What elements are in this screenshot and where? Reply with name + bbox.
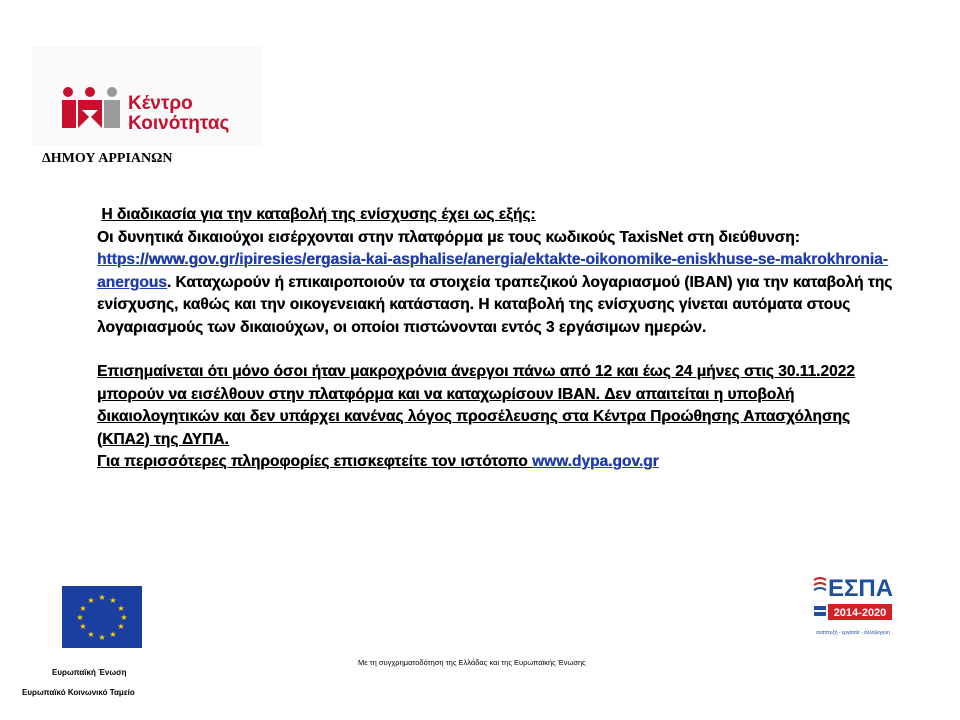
gov-platform-link[interactable]: https://www.gov.gr/ipiresies/ergasia-kai-asphalise/anergia/ektakte-oikonomike-eniskhuse-se-makrokhronia-anergous: [97, 251, 888, 291]
procedure-heading: Η διαδικασία για την καταβολή της ενίσχυσης έχει ως εξής:: [101, 206, 536, 223]
announcement-body: [97, 204, 897, 474]
esf-caption: Ευρωπαϊκό Κοινωνικό Ταμείο: [22, 688, 135, 697]
logo-wordmark: [128, 94, 229, 134]
more-info-text: Για περισσότερες πληροφορίες επισκεφτείτε τον ιστότοπο: [97, 453, 532, 470]
logo-line2: Κοινότητας: [128, 113, 230, 134]
svg-text:★: ★: [79, 604, 87, 613]
logo-line1: Κέντρο: [128, 93, 193, 114]
eu-caption: Ευρωπαϊκή Ένωση: [52, 668, 127, 677]
svg-text:★: ★: [87, 630, 95, 639]
eligibility-text: Επισημαίνεται ότι μόνο όσοι ήταν μακροχρόνια άνεργοι πάνω από 12 και έως 24 μήνες στις 30.11.2022 μπορούν να εισέλθουν στην πλατφόρμα και να καταχωρίσουν IBAN. Δεν απαιτείται η υποβολή δικαιολογητικών και δεν υπάρχει κανένας λόγος προσέλευσης στα Κέντρα Προώθησης Απασχόλησης (ΚΠΑ2) της ΔΥΠΑ.: [97, 363, 855, 448]
eu-flag-icon: [62, 586, 142, 648]
espa-years: 2014-2020: [833, 607, 887, 619]
espa-logo-icon: [810, 572, 896, 642]
procedure-paragraph: [97, 227, 897, 340]
espa-title: ΕΣΠΑ: [828, 575, 894, 602]
dypa-website-link[interactable]: www.dypa.gov.gr: [531, 453, 659, 470]
svg-text:★: ★: [117, 604, 125, 613]
svg-text:★: ★: [109, 596, 117, 605]
svg-text:★: ★: [109, 630, 117, 639]
municipality-name: ΔΗΜΟΥ ΑΡΡΙΑΝΩΝ: [42, 151, 173, 166]
svg-text:★: ★: [79, 622, 87, 631]
svg-text:★: ★: [120, 613, 128, 622]
paragraph-gap: [97, 339, 897, 361]
procedure-details: . Καταχωρούν ή επικαιροποιούν τα στοιχεία τραπεζικού λογαριασμού (IBAN) για την καταβολή της ενίσχυσης, καθώς και την οικογενειακή κατάσταση. Η καταβολή της ενίσχυσης γίνεται αυτόματα στους λογαριασμούς των δικαιούχων, οι οποίοι πιστώνονται εντός 3 εργάσιμων ημερών.: [97, 273, 893, 336]
svg-text:★: ★: [76, 613, 84, 622]
svg-text:★: ★: [117, 622, 125, 631]
svg-text:★: ★: [98, 633, 106, 642]
eligibility-paragraph: [97, 361, 897, 451]
svg-text:★: ★: [98, 593, 106, 602]
more-info-line: [97, 451, 897, 474]
procedure-intro: Οι δυνητικά δικαιούχοι εισέρχονται στην πλατφόρμα με τους κωδικούς TaxisNet στη διεύθυνση:: [97, 228, 800, 246]
cofunding-note: Με τη συγχρηματοδότηση της Ελλάδας και της Ευρωπαϊκής Ένωσης: [358, 658, 586, 667]
svg-text:★: ★: [87, 596, 95, 605]
espa-slogan: ανάπτυξη - εργασία - αλληλεγγύη: [816, 630, 890, 636]
community-center-logo-icon: [60, 86, 126, 130]
